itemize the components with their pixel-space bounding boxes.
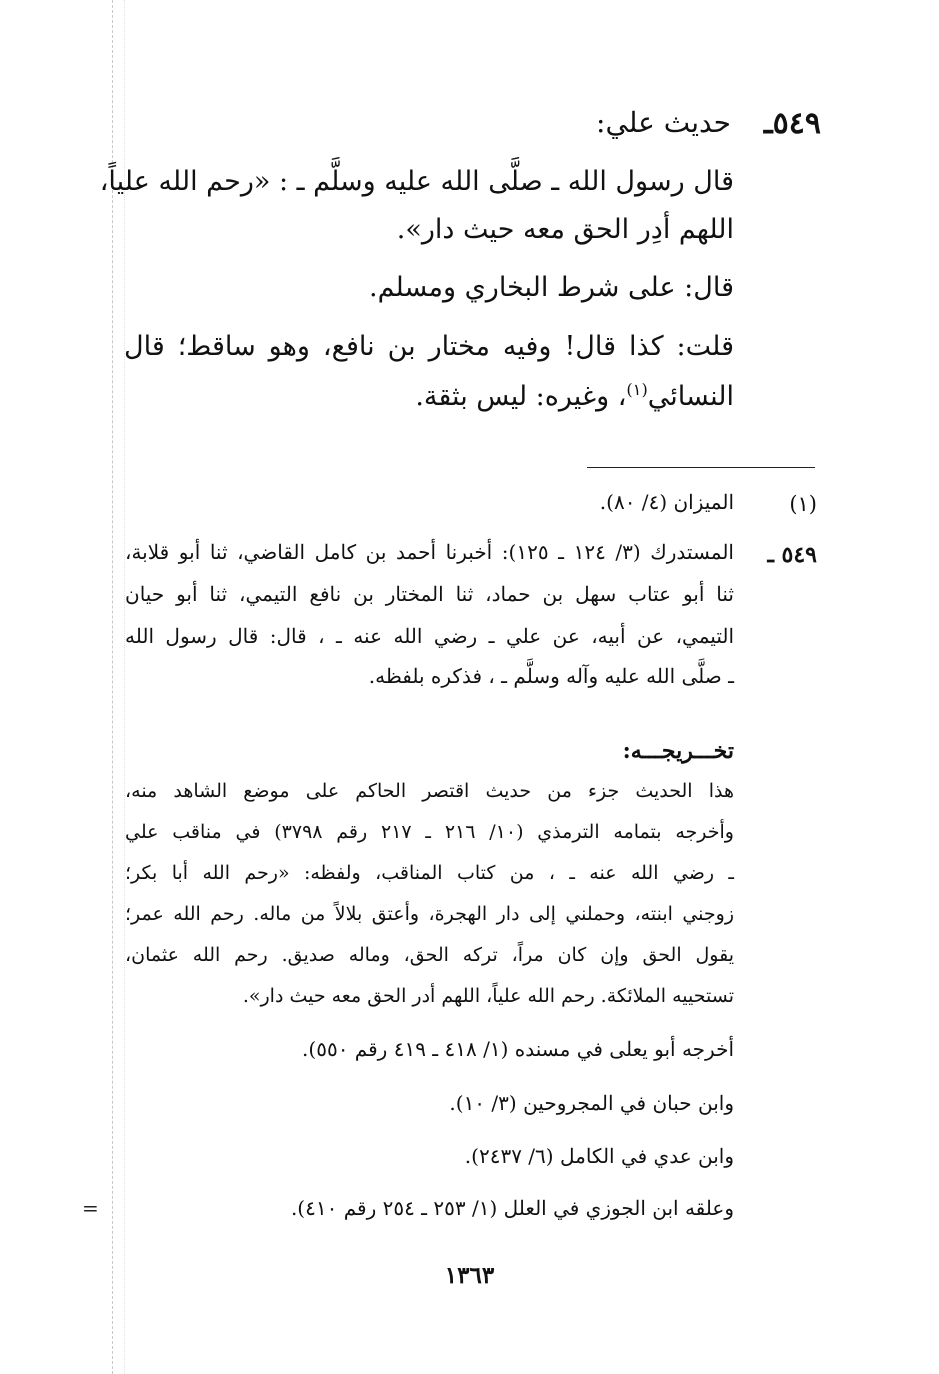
footnote-reference: (١) bbox=[626, 380, 648, 399]
dhahabi-tail: ، وغيره: ليس بثقة. bbox=[415, 381, 627, 412]
footnote-separator bbox=[587, 467, 815, 468]
dhahabi-nasai: النسائي bbox=[647, 381, 734, 412]
takhrij-ref-abu-yala: أخرجه أبو يعلى في مسنده (١/ ٤١٨ ـ ٤١٩ رقم ٥٥٠). bbox=[302, 1037, 734, 1061]
dhahabi-comment-line-2 bbox=[415, 380, 734, 412]
takhrij-line-6: تستحييه الملائكة. رحم الله علياً، اللهم أدر الحق معه حيث دار». bbox=[242, 985, 734, 1007]
source-number: ٥٤٩ ـ bbox=[767, 542, 817, 568]
margin-guide-line-inner bbox=[124, 0, 125, 1374]
takhrij-ref-ibn-hibban: وابن حبان في المجروحين (٣/ ١٠). bbox=[449, 1091, 734, 1115]
hadith-matn-line-1: قال رسول الله ـ صلَّى الله عليه وسلَّم ـ : «رحم الله علياً، bbox=[99, 166, 734, 197]
dhahabi-comment-line-1: قلت: كذا قال! وفيه مختار بن نافع، وهو ساقط؛ قال bbox=[124, 331, 734, 362]
footnote-text: الميزان (٤/ ٨٠). bbox=[599, 490, 734, 514]
hadith-title: حديث علي: bbox=[596, 106, 731, 139]
page-number: ١٣٦٣ bbox=[444, 1262, 495, 1289]
takhrij-heading: تخـــريجـــه: bbox=[622, 738, 734, 764]
source-line-3: التيمي، عن أبيه، عن علي ـ رضي الله عنه ـ ، قال: قال رسول الله bbox=[125, 624, 734, 648]
takhrij-ref-ibn-al-jawzi: وعلقه ابن الجوزي في العلل (١/ ٢٥٣ ـ ٢٥٤ رقم ٤١٠). bbox=[290, 1196, 734, 1220]
source-line-4: ـ صلَّى الله عليه وآله وسلَّم ـ ، فذكره بلفظه. bbox=[368, 664, 734, 688]
source-line-2: ثنا أبو عتاب سهل بن حماد، ثنا المختار بن نافع التيمي، ثنا أبو حيان bbox=[125, 582, 734, 606]
hakim-comment: قال: على شرط البخاري ومسلم. bbox=[368, 272, 734, 303]
hadith-number: ٥٤٩ـ bbox=[763, 106, 821, 141]
takhrij-line-2: وأخرجه بتمامه الترمذي (١٠/ ٢١٦ ـ ٢١٧ رقم ٣٧٩٨) في مناقب علي bbox=[125, 821, 734, 843]
takhrij-line-5: يقول الحق وإن كان مراً، تركه الحق، وماله صديق. رحم الله عثمان، bbox=[125, 944, 734, 966]
takhrij-ref-ibn-adi: وابن عدي في الكامل (٦/ ٢٤٣٧). bbox=[464, 1144, 734, 1168]
hadith-matn-line-2: اللهم أدِر الحق معه حيث دار». bbox=[396, 214, 734, 245]
margin-mark: = bbox=[82, 1196, 99, 1220]
takhrij-line-3: ـ رضي الله عنه ـ ، من كتاب المناقب، ولفظه: «رحم الله أبا بكر؛ bbox=[125, 862, 734, 884]
footnote-number: (١) bbox=[789, 492, 817, 516]
margin-guide-line bbox=[112, 0, 113, 1374]
source-line-1: المستدرك (٣/ ١٢٤ ـ ١٢٥): أخبرنا أحمد بن كامل القاضي، ثنا أبو قلابة، bbox=[125, 540, 734, 564]
takhrij-line-4: زوجني ابنته، وحملني إلى دار الهجرة، وأعتق بلالاً من ماله. رحم الله عمر؛ bbox=[125, 903, 734, 925]
takhrij-line-1: هذا الحديث جزء من حديث اقتصر الحاكم على موضع الشاهد منه، bbox=[125, 780, 734, 802]
